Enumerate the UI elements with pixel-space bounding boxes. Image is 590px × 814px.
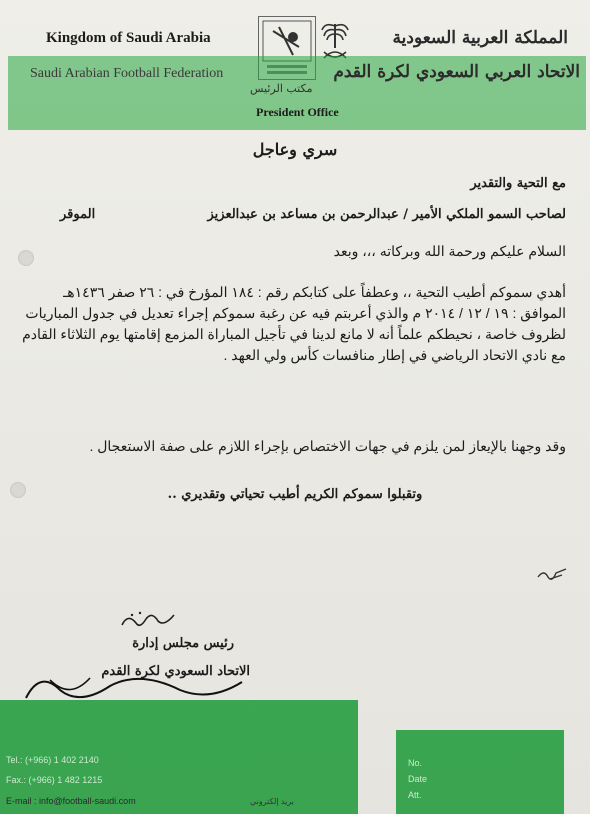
footer-redaction-right (396, 730, 564, 814)
reference-number-label: No. (408, 758, 423, 768)
salutation: السلام عليكم ورحمة الله وبركاته ،،، وبعد (333, 243, 566, 259)
regards-line: وتقبلوا سموكم الكريم أطيب تحياتي وتقديري .. (167, 487, 423, 502)
header-federation-en: Saudi Arabian Football Federation (30, 66, 224, 81)
header-kingdom-en: Kingdom of Saudi Arabia (46, 30, 211, 46)
reference-attachments-label: Att. (408, 790, 422, 800)
greeting-line: مع التحية والتقدير (470, 176, 566, 191)
signatory-title: رئيس مجلس إدارة (132, 636, 234, 651)
footer-telephone: Tel.: (+966) 1 402 2140 (6, 755, 99, 765)
footer-email-label-ar: بريد إلكتروني (250, 797, 294, 806)
reference-date-label: Date (408, 774, 428, 784)
punch-hole (18, 250, 34, 266)
footer-email: E-mail : info@football-saudi.com (6, 796, 136, 806)
footer-fax: Fax.: (+966) 1 482 1215 (6, 775, 103, 785)
header-kingdom-ar: المملكة العربية السعودية (392, 28, 568, 48)
punch-hole (10, 482, 26, 498)
office-label-ar: مكتب الرئيس (250, 82, 313, 95)
signatory-organization: الاتحاد السعودي لكرة القدم (101, 664, 250, 679)
office-label-en: President Office (256, 105, 339, 119)
letter-body-paragraph: أهدي سموكم أطيب التحية ،، وعطفاً على كتابكم رقم : ١٨٤ المؤرخ في : ٢٦ صفر ١٤٣٦هـ الموافق : ١٩ / ١٢ / ٢٠١٤ م والذي أعربتم فيه عن رغبة سموكم إجراء تعديل في جدول المباريات لظروف خاصة ، نحيطكم علماً أنه لا مانع لدينا في تأجيل المباراة المزمع إقامتها يوم الثلاثاء القادم مع نادي الاتحاد الرياضي في إطار منافسات كأس ولي العهد . (22, 284, 566, 363)
classification-heading: سري وعاجل (252, 140, 338, 159)
honorific: الموقر (60, 207, 96, 222)
header-federation-ar: الاتحاد العربي السعودي لكرة القدم (333, 62, 580, 82)
handwritten-signature-top (118, 605, 178, 635)
addressee-line: لصاحب السمو الملكي الأمير / عبدالرحمن بن مساعد بن عبدالعزيز (207, 207, 566, 222)
handwritten-mark (536, 565, 572, 585)
closing-paragraph: وقد وجهنا بالإيعاز لمن يلزم في جهات الاختصاص بإجراء اللازم على صفة الاستعجال . (89, 438, 566, 454)
